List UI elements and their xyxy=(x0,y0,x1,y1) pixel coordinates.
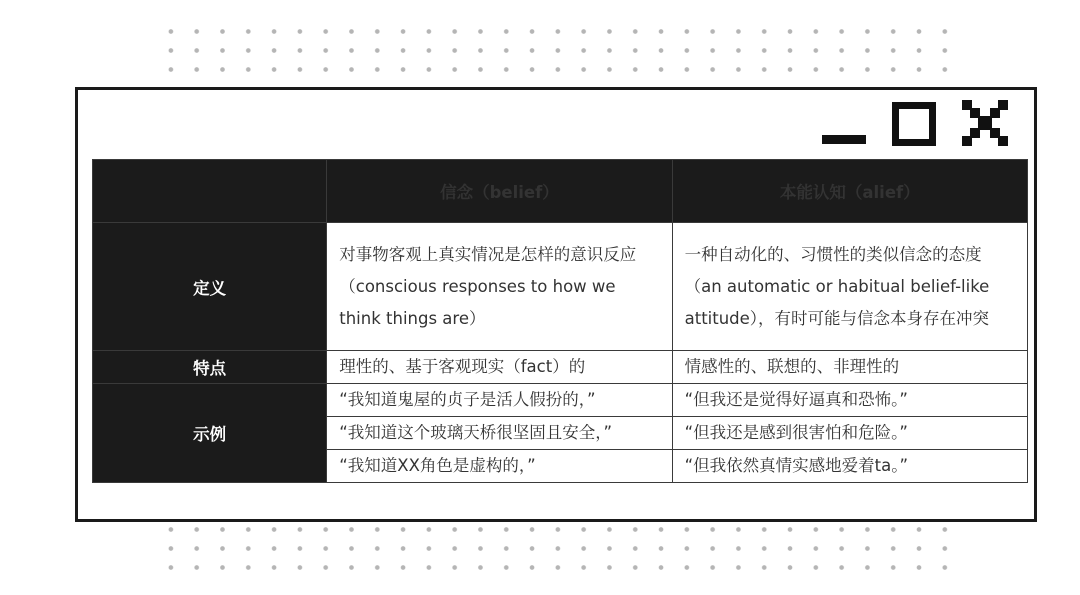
minimize-icon[interactable] xyxy=(822,135,866,144)
table-row-feature xyxy=(93,351,1028,384)
definition-belief: 对事物客观上真实情况是怎样的意识反应（conscious responses to how we think things are） xyxy=(327,223,672,351)
maximize-icon[interactable] xyxy=(892,102,936,146)
row-label-feature: 特点 xyxy=(93,351,327,384)
comparison-table xyxy=(92,159,1028,483)
example-belief: “我知道鬼屋的贞子是活人假扮的，” xyxy=(327,384,672,417)
feature-alief: 情感性的、联想的、非理性的 xyxy=(672,351,1027,384)
definition-alief: 一种自动化的、习惯性的类似信念的态度（an automatic or habitual belief-like attitude），有时可能与信念本身存在冲突 xyxy=(672,223,1027,351)
header-belief: 信念（belief） xyxy=(327,160,672,223)
example-belief: “我知道这个玻璃天桥很坚固且安全，” xyxy=(327,417,672,450)
dot-pattern-top xyxy=(158,22,958,79)
example-belief: “我知道XX角色是虚构的，” xyxy=(327,450,672,483)
example-alief: “但我还是觉得好逼真和恐怖。” xyxy=(672,384,1027,417)
feature-belief: 理性的、基于客观现实（fact）的 xyxy=(327,351,672,384)
dot-pattern-bottom xyxy=(158,520,958,577)
example-alief: “但我依然真情实感地爱着ta。” xyxy=(672,450,1027,483)
table-row-definition xyxy=(93,223,1028,351)
window-controls xyxy=(822,100,1008,146)
header-alief: 本能认知（alief） xyxy=(672,160,1027,223)
table-row-example xyxy=(93,384,1028,417)
row-label-definition: 定义 xyxy=(93,223,327,351)
close-icon[interactable] xyxy=(962,100,1008,146)
table-header-row xyxy=(93,160,1028,223)
row-label-examples: 示例 xyxy=(93,384,327,483)
window-frame xyxy=(75,87,1037,522)
header-empty xyxy=(93,160,327,223)
example-alief: “但我还是感到很害怕和危险。” xyxy=(672,417,1027,450)
